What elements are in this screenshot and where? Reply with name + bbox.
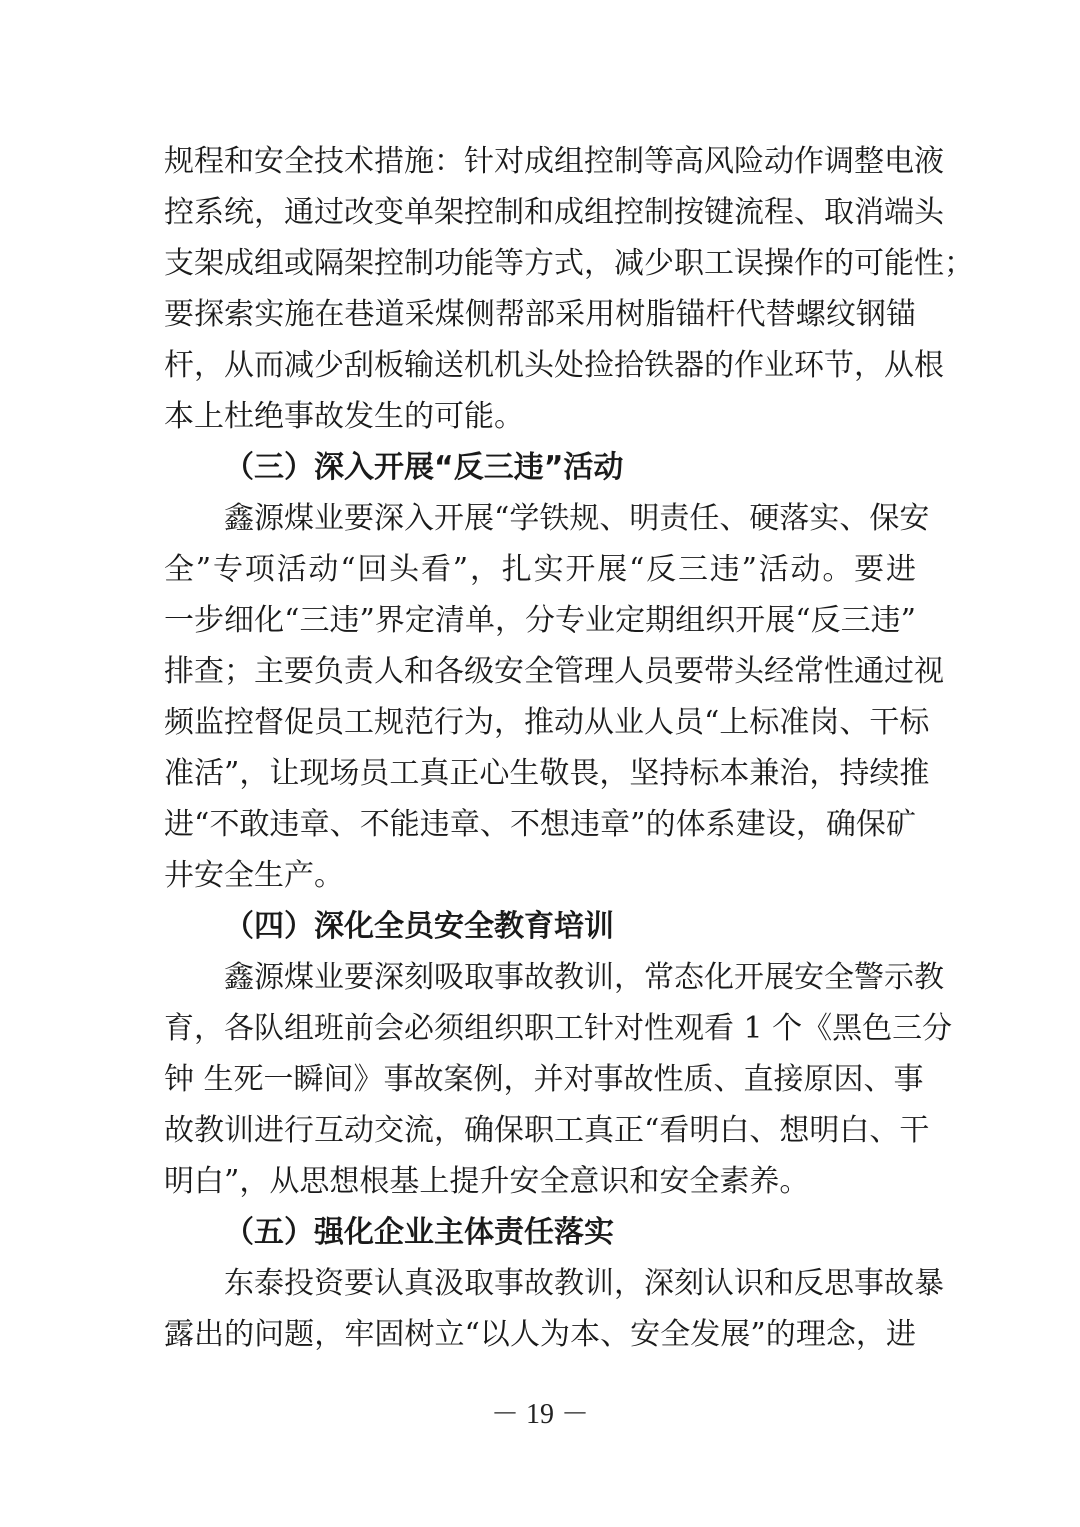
paragraph-line: 钟 生死一瞬间》事故案例，并对事故性质、直接原因、事 — [164, 1062, 924, 1097]
paragraph-line: 育，各队组班前会必须组织职工针对性观看 1 个《黑色三分 — [164, 1011, 953, 1046]
section-heading-5: （五）强化企业主体责任落实 — [224, 1215, 614, 1250]
paragraph-line: 准活”，让现场员工真正心生敬畏，坚持标本兼治，持续推 — [164, 756, 930, 791]
paragraph-line: 明白”，从思想根基上提升安全意识和安全素养。 — [164, 1164, 810, 1199]
paragraph-line: 支架成组或隔架控制功能等方式，减少职工误操作的可能性； — [164, 246, 974, 281]
paragraph-line: 故教训进行互动交流，确保职工真正“看明白、想明白、干 — [164, 1113, 930, 1148]
paragraph-line: 进“不敢违章、不能违章、不想违章”的体系建设，确保矿 — [164, 807, 916, 842]
paragraph-line: 全”专项活动“回头看”，扎实开展“反三违”活动。要进 — [164, 552, 916, 587]
paragraph-line: 要探索实施在巷道采煤侧帮部采用树脂锚杆代替螺纹钢锚 — [164, 297, 916, 332]
paragraph-line: 规程和安全技术措施：针对成组控制等高风险动作调整电液 — [164, 144, 944, 179]
paragraph-line: 井安全生产。 — [164, 858, 344, 893]
paragraph-line: 露出的问题，牢固树立“以人为本、安全发展”的理念，进 — [164, 1317, 916, 1352]
section-heading-3: （三）深入开展“反三违”活动 — [224, 450, 624, 485]
paragraph-line: 频监控督促员工规范行为，推动从业人员“上标准岗、干标 — [164, 705, 930, 740]
paragraph-line: 本上杜绝事故发生的可能。 — [164, 399, 524, 434]
paragraph-line: 杆，从而减少刮板输送机机头处捡拾铁器的作业环节，从根 — [164, 348, 944, 383]
paragraph-line: 东泰投资要认真汲取事故教训，深刻认识和反思事故暴 — [224, 1266, 944, 1301]
page-number: － 19 － — [490, 1399, 589, 1430]
paragraph-line: 鑫源煤业要深入开展“学铁规、明责任、硬落实、保安 — [224, 501, 930, 536]
paragraph-line: 排查；主要负责人和各级安全管理人员要带头经常性通过视 — [164, 654, 944, 689]
paragraph-line: 控系统，通过改变单架控制和成组控制按键流程、取消端头 — [164, 195, 944, 230]
paragraph-line: 一步细化“三违”界定清单，分专业定期组织开展“反三违” — [164, 603, 916, 638]
section-heading-4: （四）深化全员安全教育培训 — [224, 909, 614, 944]
paragraph-line: 鑫源煤业要深刻吸取事故教训，常态化开展安全警示教 — [224, 960, 944, 995]
